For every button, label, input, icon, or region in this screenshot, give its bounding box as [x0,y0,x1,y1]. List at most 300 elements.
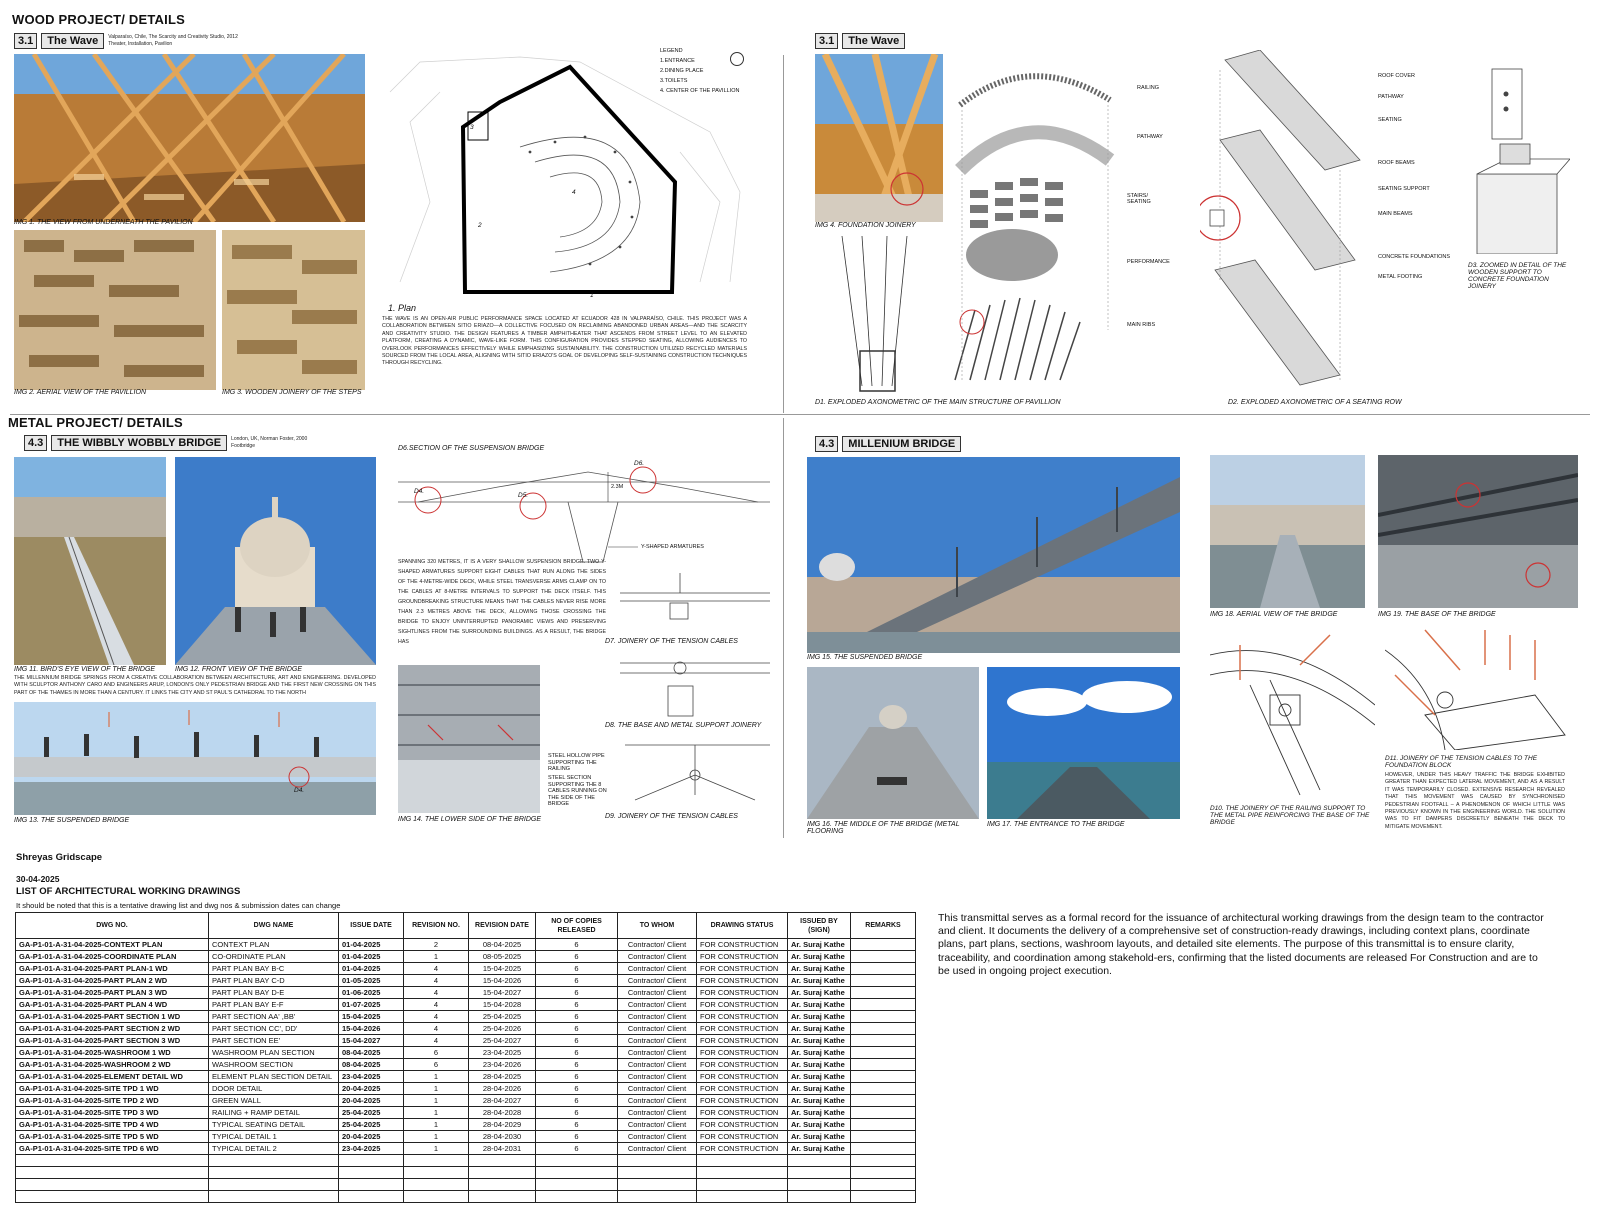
legend-item: 3.TOILETS [660,78,688,84]
table-cell: Ar. Suraj Kathe [788,1083,851,1095]
table-cell: GA-P1-01-A-31-04-2025-CONTEXT PLAN [16,939,209,951]
wood-project-location: Valparaíso, Chile, The Scarcity and Creativity Studio, 2012 [108,34,238,40]
d1-label-stairs: STAIRS/ SEATING [1127,193,1151,205]
table-cell: 6 [536,1119,618,1131]
d1-caption: D1. EXPLODED AXONOMETRIC OF THE MAIN STRUCTURE OF PAVILLION [815,399,1061,406]
d1-label-performance: PERFORMANCE [1127,259,1170,265]
table-cell: Contractor/ Client [618,1071,697,1083]
table-header-cell: REVISION NO. [404,913,469,939]
table-cell [209,1167,339,1179]
table-cell: 6 [404,1047,469,1059]
plan-mark-3: 3 [470,124,474,131]
img18-aerial-bridge-photo [1210,455,1365,608]
wood-right-name: The Wave [842,33,905,49]
table-cell: FOR CONSTRUCTION [697,1119,788,1131]
table-cell: FOR CONSTRUCTION [697,1143,788,1155]
table-cell [618,1167,697,1179]
img17-entrance-photo [987,667,1180,819]
drawing-list-title: LIST OF ARCHITECTURAL WORKING DRAWINGS [16,886,241,897]
table-empty-row [16,1155,916,1167]
table-cell: Contractor/ Client [618,1035,697,1047]
table-cell: DOOR DETAIL [209,1083,339,1095]
table-row [16,1011,916,1023]
plan-mark-1: 1 [590,292,594,299]
table-cell: Ar. Suraj Kathe [788,1011,851,1023]
table-cell: 6 [536,987,618,999]
table-cell: 6 [536,1023,618,1035]
d2-label-main-beams: MAIN BEAMS [1378,211,1413,217]
table-cell: Ar. Suraj Kathe [788,963,851,975]
table-row [16,987,916,999]
table-cell [536,1179,618,1191]
table-cell [469,1155,536,1167]
foundation-post-section-drawing [832,236,912,396]
table-cell [851,1191,916,1203]
table-cell: Ar. Suraj Kathe [788,951,851,963]
table-row [16,1095,916,1107]
table-cell: 1 [404,1107,469,1119]
d2-seating-row-axonometric [1200,50,1365,395]
table-header-cell: ISSUE DATE [339,913,404,939]
table-cell [536,1155,618,1167]
img1-caption: IMG 1. THE VIEW FROM UNDERNEATH THE PAVILION [14,219,193,226]
wood-project-type: Theater, Installation, Pavilion [108,41,173,47]
table-cell: TYPICAL DETAIL 2 [209,1143,339,1155]
table-cell: PART PLAN BAY C-D [209,975,339,987]
d2-label-seating-support: SEATING SUPPORT [1378,186,1430,192]
plan-title: 1. Plan [388,303,417,313]
img11-birds-eye-photo [14,457,166,665]
table-cell: 1 [404,1143,469,1155]
img14-caption: IMG 14. THE LOWER SIDE OF THE BRIDGE [398,816,542,823]
table-cell [339,1191,404,1203]
img2-caption: IMG 2. AERIAL VIEW OF THE PAVILLION [14,389,147,396]
metal-project-tag [24,435,307,451]
wood-section-heading: WOOD PROJECT/ DETAILS [12,12,185,27]
drawing-list-note: It should be noted that this is a tentative drawing list and dwg nos & submission dates can change [16,901,341,910]
table-cell: Ar. Suraj Kathe [788,1107,851,1119]
table-cell: FOR CONSTRUCTION [697,1071,788,1083]
table-cell [618,1191,697,1203]
d6-suspension-section-drawing [398,462,770,572]
img14-lower-side-photo [398,665,540,813]
table-cell: Ar. Suraj Kathe [788,1071,851,1083]
table-cell: 6 [536,1143,618,1155]
table-row [16,1071,916,1083]
d6-label-armatures: Y-SHAPED ARMATURES [641,544,704,550]
table-cell: PART SECTION EE' [209,1035,339,1047]
metal-right-name: MILLENIUM BRIDGE [842,436,961,452]
table-cell: 6 [536,963,618,975]
table-cell: Contractor/ Client [618,1143,697,1155]
wood-project-meta [108,34,238,48]
metal-right-tag [815,436,961,452]
plan-mark-2: 2 [478,222,482,229]
img13-d4-mark: D4. [294,787,305,794]
table-cell: 08-05-2025 [469,951,536,963]
table-cell [851,1035,916,1047]
north-arrow-icon [730,52,744,66]
img3-caption: IMG 3. WOODEN JOINERY OF THE STEPS [222,389,362,396]
table-cell [16,1167,209,1179]
table-cell: 6 [404,1059,469,1071]
table-cell: WASHROOM PLAN SECTION [209,1047,339,1059]
table-cell: GA-P1-01-A-31-04-2025-PART SECTION 2 WD [16,1023,209,1035]
table-cell [469,1167,536,1179]
table-cell: Ar. Suraj Kathe [788,1143,851,1155]
table-cell [851,1095,916,1107]
table-cell [788,1179,851,1191]
img17-caption: IMG 17. THE ENTRANCE TO THE BRIDGE [987,821,1125,828]
table-cell: Ar. Suraj Kathe [788,1035,851,1047]
drawing-list-table-wrap [15,912,915,1203]
d1-label-railing: RAILING [1137,85,1160,91]
table-cell: PART SECTION AA' ,BB' [209,1011,339,1023]
table-cell: 20-04-2025 [339,1095,404,1107]
img3-wooden-joinery-photo [222,230,365,390]
table-cell: 23-04-2025 [469,1047,536,1059]
img15-suspended-bridge-photo [807,457,1180,653]
table-cell [851,1047,916,1059]
img15-caption: IMG 15. THE SUSPENDED BRIDGE [807,654,923,661]
table-cell: 6 [536,1083,618,1095]
table-row [16,939,916,951]
table-cell [697,1191,788,1203]
table-cell: 23-04-2025 [339,1143,404,1155]
table-cell: 4 [404,1023,469,1035]
table-cell: Ar. Suraj Kathe [788,975,851,987]
table-cell: 1 [404,1119,469,1131]
table-cell: FOR CONSTRUCTION [697,951,788,963]
d2-caption: D2. EXPLODED AXONOMETRIC OF A SEATING ROW [1228,399,1402,406]
legend-item: 4. CENTER OF THE PAVILLION [660,88,740,94]
table-cell: 15-04-2027 [469,987,536,999]
table-cell: GA-P1-01-A-31-04-2025-SITE TPD 2 WD [16,1095,209,1107]
table-empty-row [16,1179,916,1191]
table-cell [788,1167,851,1179]
table-cell: 1 [404,1131,469,1143]
table-cell [851,1119,916,1131]
table-row [16,963,916,975]
table-cell: 4 [404,987,469,999]
table-row [16,1143,916,1155]
table-cell: Contractor/ Client [618,975,697,987]
table-cell: FOR CONSTRUCTION [697,1083,788,1095]
table-row [16,1083,916,1095]
table-cell: Contractor/ Client [618,987,697,999]
table-cell: 6 [536,1035,618,1047]
transmittal-text: This transmittal serves as a formal record for the issuance of architectural working drawings from the design team to the contractor and client. It documents the delivery of a comprehensive set of construction-ready drawings, including context plans, coordinate plans, part plans, sections, washroom layouts, and detailed site elements. The purpose of this transmittal is to ensure clarity, traceability, and coordination among stakehold-ers, confirming that the listed documents are released For Construction and are to be used in ongoing project execution. [938,912,1544,977]
table-cell: PART PLAN BAY E-F [209,999,339,1011]
table-cell: Contractor/ Client [618,963,697,975]
table-cell: 08-04-2025 [339,1059,404,1071]
table-cell: 25-04-2025 [469,1011,536,1023]
table-cell: 6 [536,1059,618,1071]
table-cell: Contractor/ Client [618,1011,697,1023]
table-cell: Ar. Suraj Kathe [788,987,851,999]
table-cell: Ar. Suraj Kathe [788,1023,851,1035]
table-cell: FOR CONSTRUCTION [697,1047,788,1059]
table-cell [851,1059,916,1071]
table-cell: 20-04-2025 [339,1131,404,1143]
plan-legend [660,48,739,94]
table-cell [469,1179,536,1191]
table-cell: TYPICAL DETAIL 1 [209,1131,339,1143]
table-cell: 15-04-2025 [339,1011,404,1023]
table-cell: Ar. Suraj Kathe [788,999,851,1011]
table-cell: WASHROOM SECTION [209,1059,339,1071]
table-cell [851,951,916,963]
table-cell: 01-06-2025 [339,987,404,999]
table-cell: PART PLAN BAY B-C [209,963,339,975]
d6-label-d5: D5. [518,492,529,499]
img16-caption: IMG 16. THE MIDDLE OF THE BRIDGE (METAL FLOORING [807,821,960,835]
table-cell: FOR CONSTRUCTION [697,999,788,1011]
table-cell [404,1155,469,1167]
d2-label-pathway: PATHWAY [1378,94,1404,100]
table-cell: 15-04-2027 [339,1035,404,1047]
table-cell: 6 [536,975,618,987]
d7-tension-cable-drawing [620,573,770,635]
firm-name: Shreyas Gridscape [16,852,103,863]
d6-label-d4: D4. [414,488,425,495]
table-cell: GA-P1-01-A-31-04-2025-PART PLAN 4 WD [16,999,209,1011]
table-cell: GA-P1-01-A-31-04-2025-PART PLAN-1 WD [16,963,209,975]
table-cell [209,1179,339,1191]
table-cell: ELEMENT PLAN SECTION DETAIL [209,1071,339,1083]
d1-exploded-axonometric [950,60,1120,400]
table-header-row [16,913,916,939]
d2-label-roof-cover: ROOF COVER [1378,73,1415,79]
table-cell: PART PLAN BAY D-E [209,987,339,999]
table-cell: Ar. Suraj Kathe [788,1095,851,1107]
table-empty-row [16,1167,916,1179]
d6-caption: D6.SECTION OF THE SUSPENSION BRIDGE [398,445,545,452]
table-cell [697,1155,788,1167]
table-cell: FOR CONSTRUCTION [697,1107,788,1119]
table-cell [209,1155,339,1167]
img4-foundation-joinery-photo [815,54,943,222]
table-cell: 4 [404,1035,469,1047]
table-cell: 1 [404,951,469,963]
img13-caption: IMG 13. THE SUSPENDED BRIDGE [14,817,130,824]
metal-project-meta [231,436,307,450]
table-cell: 28-04-2028 [469,1107,536,1119]
d11-caption: D11. JOINERY OF THE TENSION CABLES TO THE FOUNDATION BLOCK [1385,755,1538,769]
table-header-cell: DRAWING STATUS [697,913,788,939]
table-cell: 6 [536,1047,618,1059]
table-cell: 6 [536,951,618,963]
table-cell [851,1083,916,1095]
img14-label-pipe: STEEL HOLLOW PIPE SUPPORTING THE RAILING [548,753,605,772]
table-cell: TYPICAL SEATING DETAIL [209,1119,339,1131]
table-cell: 28-04-2029 [469,1119,536,1131]
d3-support-foundation-detail [1462,64,1570,254]
table-cell: 01-07-2025 [339,999,404,1011]
table-row [16,951,916,963]
table-cell: Contractor/ Client [618,999,697,1011]
table-cell: Ar. Suraj Kathe [788,1119,851,1131]
d10-railing-joinery-drawing [1210,625,1375,800]
d1-label-pathway: PATHWAY [1137,134,1163,140]
metal-divider [783,418,784,838]
table-cell: 6 [536,999,618,1011]
table-cell: 23-04-2026 [469,1059,536,1071]
table-cell: Contractor/ Client [618,1095,697,1107]
table-cell [851,987,916,999]
table-cell: 2 [404,939,469,951]
img2-aerial-pavilion-photo [14,230,216,390]
table-cell [851,1179,916,1191]
d2-label-roof-beams: ROOF BEAMS [1378,160,1415,166]
table-cell: 6 [536,1107,618,1119]
table-cell: GA-P1-01-A-31-04-2025-ELEMENT DETAIL WD [16,1071,209,1083]
img19-bridge-base-photo [1378,455,1578,608]
table-cell [16,1155,209,1167]
table-cell [209,1191,339,1203]
table-header-cell: REVISION DATE [469,913,536,939]
table-cell: GA-P1-01-A-31-04-2025-PART SECTION 1 WD [16,1011,209,1023]
table-cell [851,1155,916,1167]
img12-front-view-photo [175,457,376,665]
metal-project-location: London, UK, Norman Foster, 2000 [231,436,308,442]
table-cell: 4 [404,1011,469,1023]
table-cell: 1 [404,1095,469,1107]
table-cell: GA-P1-01-A-31-04-2025-WASHROOM 1 WD [16,1047,209,1059]
spanning-text: SPANNING 320 METRES, IT IS A VERY SHALLOW SUSPENSION BRIDGE. TWO Y-SHAPED ARMATURES SUPPORT EIGHT CABLES THAT RUN ALONG THE SIDES OF THE 4-METRE-WIDE DECK, WHILE STEEL TRANSVERSE ARMS CLAMP ON TO THE CABLES AT 8-METRE INTERVALS TO SUPPORT THE DECK ITSELF. THIS GROUNDBREAKING STRUCTURE MEANS THAT THE CABLES NEVER RISE MORE THAN 2.3 METRES ABOVE THE DECK, ALLOWING THOSE CROSSING THE BRIDGE TO ENJOY UNINTERRUPTED PANORAMIC VIEWS AND PRESERVING SIGHTLINES FROM THE SURROUNDING BUILDINGS. AS A RESULT, THE BRIDGE HAS [398,559,606,645]
table-cell [404,1167,469,1179]
table-cell: GA-P1-01-A-31-04-2025-SITE TPD 5 WD [16,1131,209,1143]
table-cell: GA-P1-01-A-31-04-2025-PART PLAN 2 WD [16,975,209,987]
table-header-cell: REMARKS [851,913,916,939]
metal-project-number: 4.3 [24,435,47,451]
table-cell [851,975,916,987]
table-cell [851,939,916,951]
table-cell: 01-04-2025 [339,963,404,975]
metal-project-name: THE WIBBLY WOBBLY BRIDGE [51,435,227,451]
table-cell: GA-P1-01-A-31-04-2025-SITE TPD 4 WD [16,1119,209,1131]
table-cell [697,1167,788,1179]
table-cell: FOR CONSTRUCTION [697,1023,788,1035]
table-cell: 1 [404,1083,469,1095]
d1-label-main-ribs: MAIN RIBS [1127,322,1156,328]
table-cell: GA-P1-01-A-31-04-2025-COORDINATE PLAN [16,951,209,963]
table-cell: 25-04-2025 [339,1107,404,1119]
table-cell [339,1155,404,1167]
table-cell: FOR CONSTRUCTION [697,1035,788,1047]
d6-label-height: 2.3M [611,484,624,490]
table-cell: 15-04-2026 [339,1023,404,1035]
table-header-cell: TO WHOM [618,913,697,939]
table-cell: Contractor/ Client [618,1119,697,1131]
table-cell: Contractor/ Client [618,1059,697,1071]
table-cell: 25-04-2025 [339,1119,404,1131]
millennium-intro-text: THE MILLENNIUM BRIDGE SPRINGS FROM A CREATIVE COLLABORATION BETWEEN ARCHITECTURE, ART AND ENGINEERING. DEVELOPED WITH SCULPTOR ANTHONY CARO AND ENGINEERS ARUP, LONDON'S ONLY PEDESTRIAN BRIDGE AND THE FIRST NEW CROSSING ON THIS PART OF THE THAMES IN MORE THAN A CENTURY. IT LINKS THE CITY AND ST PAUL'S CATHEDRAL TO THE NORTH [14,675,376,696]
img1-pavilion-underneath-photo [14,54,365,222]
table-cell [404,1179,469,1191]
wood-project-number: 3.1 [14,33,37,49]
metal-section-heading: METAL PROJECT/ DETAILS [8,415,183,430]
table-cell: 15-04-2028 [469,999,536,1011]
d7-caption: D7. JOINERY OF THE TENSION CABLES [605,638,738,645]
drawing-list-date: 30-04-2025 [16,874,60,884]
table-cell [788,1155,851,1167]
table-header-cell: DWG NAME [209,913,339,939]
table-row [16,1023,916,1035]
table-cell [697,1179,788,1191]
img16-middle-bridge-photo [807,667,979,819]
table-cell: GA-P1-01-A-31-04-2025-SITE TPD 1 WD [16,1083,209,1095]
table-cell: Contractor/ Client [618,1131,697,1143]
table-cell: Ar. Suraj Kathe [788,939,851,951]
wood-right-number: 3.1 [815,33,838,49]
table-cell [851,999,916,1011]
wood-project-tag [14,33,238,49]
legend-title: LEGEND [660,48,683,54]
table-cell: Contractor/ Client [618,939,697,951]
table-cell: 28-04-2025 [469,1071,536,1083]
table-cell: Contractor/ Client [618,1023,697,1035]
img19-caption: IMG 19. THE BASE OF THE BRIDGE [1378,611,1496,618]
table-cell: Contractor/ Client [618,1083,697,1095]
d10-caption: D10. THE JOINERY OF THE RAILING SUPPORT TO THE METAL PIPE REINFORCING THE BASE OF THE BRIDGE [1210,805,1370,826]
metal-project-type: Footbridge [231,443,255,449]
table-row [16,1059,916,1071]
img13-suspended-bridge-photo [14,702,376,815]
table-cell: Contractor/ Client [618,1107,697,1119]
table-cell [851,1071,916,1083]
table-cell: GA-P1-01-A-31-04-2025-PART SECTION 3 WD [16,1035,209,1047]
table-cell: 4 [404,975,469,987]
table-cell: Ar. Suraj Kathe [788,1059,851,1071]
table-cell: Ar. Suraj Kathe [788,1047,851,1059]
table-cell: RAILING + RAMP DETAIL [209,1107,339,1119]
table-cell: GA-P1-01-A-31-04-2025-WASHROOM 2 WD [16,1059,209,1071]
table-cell: FOR CONSTRUCTION [697,963,788,975]
table-cell [16,1179,209,1191]
d2-label-metal-footing: METAL FOOTING [1378,274,1423,280]
table-cell: 4 [404,999,469,1011]
table-cell: FOR CONSTRUCTION [697,1095,788,1107]
drawing-list-table [15,912,916,1203]
img12-caption: IMG 12. FRONT VIEW OF THE BRIDGE [175,666,303,673]
table-cell: GA-P1-01-A-31-04-2025-SITE TPD 3 WD [16,1107,209,1119]
table-row [16,1119,916,1131]
table-cell: 28-04-2030 [469,1131,536,1143]
table-cell: 15-04-2026 [469,975,536,987]
img11-caption: IMG 11. BIRD'S EYE VIEW OF THE BRIDGE [14,666,156,673]
wood-right-tag [815,33,905,49]
table-cell: 20-04-2025 [339,1083,404,1095]
however-text: HOWEVER, UNDER THIS HEAVY TRAFFIC THE BRIDGE EXHIBITED GREATER THAN EXPECTED LATERAL MOVEMENT, AND AS A RESULT IT WAS TEMPORARILY CLOSED. EXTENSIVE RESEARCH REVEALED THAT THIS MOVEMENT WAS CAUSED BY SYNCHRONISED PEDESTRIAN FOOTFALL – A PHENOMENON OF WHICH LITTLE WAS PREVIOUSLY KNOWN IN THE ENGINEERING WORLD. THE SOLUTION WAS TO FIT DAMPERS DISCREETLY BENEATH THE DECK TO MITIGATE MOVEMENT. [1385,772,1565,830]
d2-label-seating: SEATING [1378,117,1402,123]
table-header-cell: DWG NO. [16,913,209,939]
metal-right-number: 4.3 [815,436,838,452]
img18-caption: IMG 18. AERIAL VIEW OF THE BRIDGE [1210,611,1338,618]
table-cell [618,1179,697,1191]
table-cell: GA-P1-01-A-31-04-2025-PART PLAN 3 WD [16,987,209,999]
table-cell [536,1167,618,1179]
table-cell: 08-04-2025 [339,1047,404,1059]
table-header-cell: NO OF COPIES RELEASED [536,913,618,939]
table-cell: 28-04-2027 [469,1095,536,1107]
table-row [16,1035,916,1047]
table-cell: FOR CONSTRUCTION [697,987,788,999]
table-cell: FOR CONSTRUCTION [697,975,788,987]
table-cell: 23-04-2025 [339,1071,404,1083]
table-cell: 6 [536,1011,618,1023]
table-cell: GREEN WALL [209,1095,339,1107]
